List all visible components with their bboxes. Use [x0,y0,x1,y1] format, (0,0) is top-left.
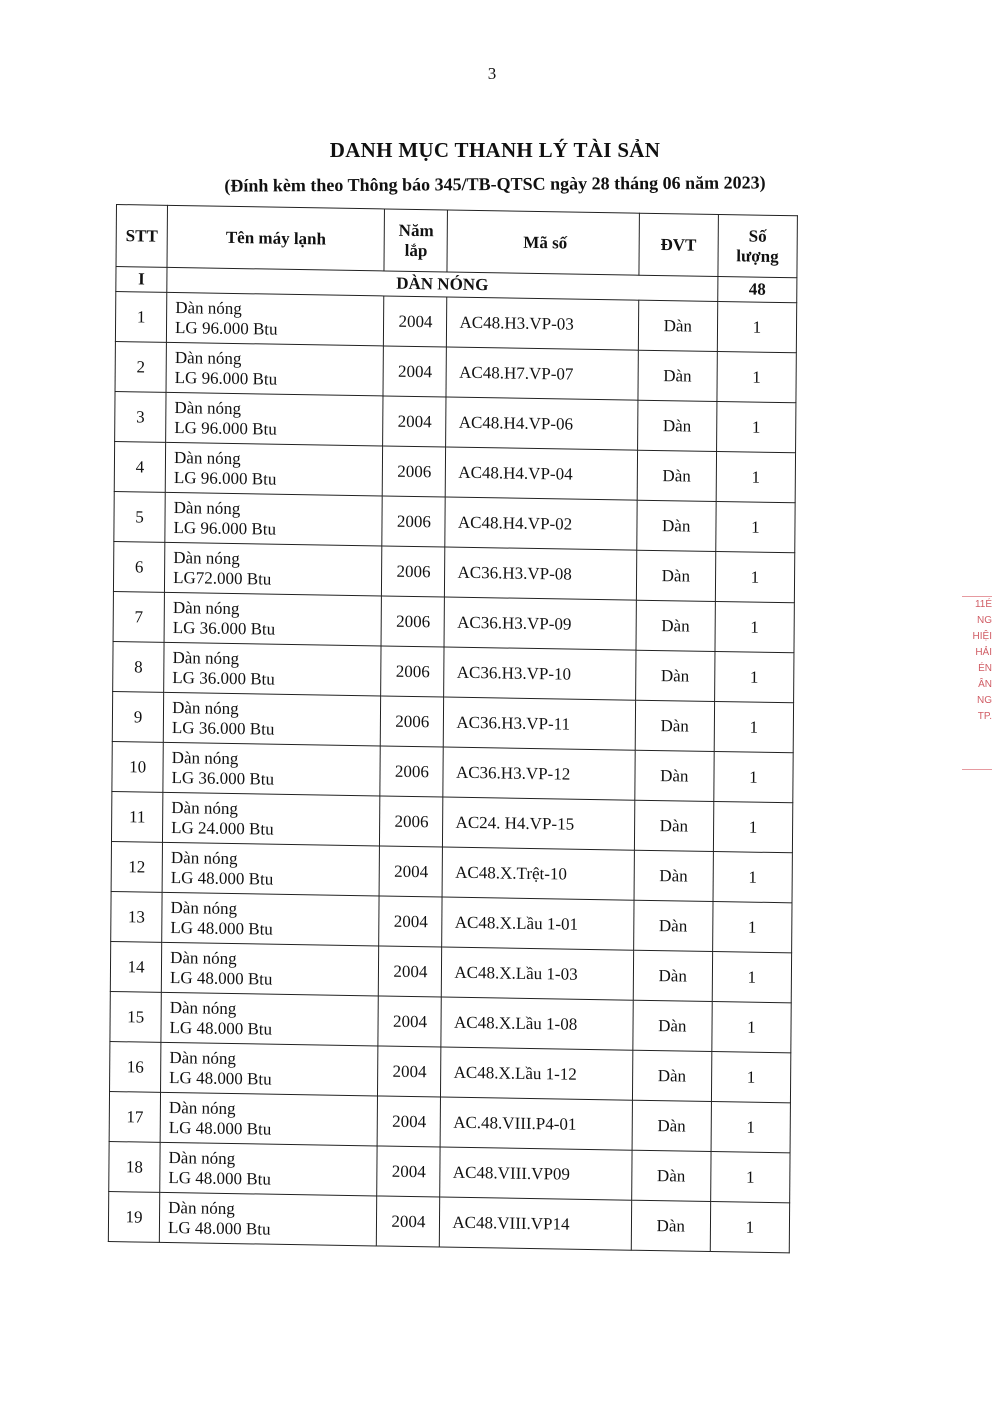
cell-code: AC48.H4.VP-04 [446,447,638,500]
cell-unit: Dàn [636,550,715,601]
cell-code: AC48.VIII.VP09 [440,1147,632,1200]
stamp-text-fragment: ÂN [978,679,992,690]
cell-qty: 1 [711,1051,791,1102]
cell-stt: 19 [108,1192,159,1243]
cell-model-line: LG 48.000 Btu [167,1217,271,1239]
cell-qty: 1 [710,1201,790,1252]
cell-stt: 9 [112,692,163,743]
cell-qty: 1 [716,501,796,552]
cell-qty: 1 [712,1001,792,1052]
cell-stt: 1 [115,292,166,343]
cell-unit: Dàn [636,600,715,651]
document-subtitle: (Đính kèm theo Thông báo 345/TB-QTSC ngày 28 tháng 06 năm 2023) [224,172,766,196]
cell-model-line: LG 36.000 Btu [171,767,275,789]
cell-name [162,892,380,946]
cell-name-line: Dàn nóng [173,447,241,469]
cell-unit: Dàn [632,1100,711,1151]
cell-year: 2006 [381,696,444,747]
header-code: Mã số [447,210,639,275]
cell-name [161,942,379,996]
cell-name-line: Dàn nóng [172,697,239,719]
cell-stt: 10 [112,742,163,793]
cell-qty: 1 [717,351,797,402]
cell-code: AC36.H3.VP-10 [444,647,636,700]
cell-name-line: Dàn nóng [172,597,240,619]
cell-model-line: LG 48.000 Btu [168,1117,272,1139]
cell-name [165,542,383,596]
red-stamp-fragment [962,596,992,770]
cell-name-line: Dàn nóng [171,797,238,819]
cell-unit: Dàn [633,950,712,1001]
cell-qty: 1 [711,1101,791,1152]
cell-year: 2004 [379,946,442,997]
cell-year: 2004 [379,846,442,897]
cell-stt: 5 [114,492,165,543]
cell-year: 2004 [377,1146,440,1197]
stamp-text-fragment: TP. [977,711,992,722]
cell-name [161,1042,379,1096]
cell-stt: 7 [113,592,164,643]
cell-code: AC48.X.Lầu 1-08 [441,997,633,1050]
cell-name-line: Dàn nóng [170,947,237,969]
cell-code: AC48.X.Lầu 1-12 [441,1047,633,1100]
cell-model-line: LG 96.000 Btu [174,417,277,439]
header-unit: ĐVT [639,213,719,276]
cell-name [160,1092,378,1146]
cell-unit: Dàn [638,300,717,351]
cell-code: AC36.H3.VP-12 [443,747,635,800]
cell-unit: Dàn [637,400,716,451]
cell-model-line: LG 96.000 Btu [175,317,278,339]
cell-model-line: LG 48.000 Btu [169,1067,272,1089]
cell-year: 2006 [380,746,443,797]
cell-unit: Dàn [632,1050,711,1101]
cell-code: AC48.VIII.VP14 [440,1197,632,1250]
cell-model-line: LG72.000 Btu [173,567,272,589]
cell-name-line: Dàn nóng [170,847,238,869]
cell-qty: 1 [710,1151,790,1202]
cell-unit: Dàn [631,1150,710,1201]
stamp-text-fragment: NG [977,615,992,626]
cell-qty: 1 [717,301,797,352]
page-number: 3 [487,64,497,83]
cell-year: 2004 [383,396,446,447]
cell-unit: Dàn [636,500,715,551]
cell-name [164,592,382,646]
cell-qty: 1 [714,751,794,802]
cell-stt: 12 [111,842,162,893]
cell-name [166,292,384,346]
cell-name-line: Dàn nóng [169,1047,237,1069]
cell-qty: 1 [716,401,796,452]
stamp-text-fragment: HIỆI [972,631,992,642]
cell-unit: Dàn [633,900,712,951]
cell-unit: Dàn [635,650,714,701]
cell-unit: Dàn [634,850,713,901]
document-title: DANH MỤC THANH LÝ TÀI SẢN [329,138,661,162]
cell-qty: 1 [713,801,793,852]
cell-code: AC24. H4.VP-15 [443,797,635,850]
cell-name [166,392,384,446]
cell-year: 2004 [384,296,447,347]
cell-code: AC48.H7.VP-07 [446,347,638,400]
cell-code: AC36.H3.VP-11 [444,697,636,750]
cell-name-line: Dàn nóng [169,997,237,1019]
cell-name [164,642,382,696]
cell-stt: 6 [113,542,164,593]
cell-name [161,992,379,1046]
cell-code: AC48.H4.VP-02 [445,497,637,550]
cell-stt: 8 [113,642,164,693]
cell-qty: 1 [715,551,795,602]
header-name: Tên máy lạnh [167,205,385,271]
cell-model-line: LG 96.000 Btu [173,517,277,539]
cell-name [162,842,380,896]
cell-name [163,692,381,746]
cell-stt: 15 [110,992,161,1043]
cell-name-line: Dàn nóng [170,897,238,919]
cell-stt: 18 [109,1142,160,1193]
cell-unit: Dàn [633,1000,712,1051]
cell-model-line: LG 96.000 Btu [173,467,277,489]
cell-qty: 1 [714,701,794,752]
cell-name-line: Dàn nóng [174,397,242,419]
cell-model-line: LG 36.000 Btu [172,667,275,689]
cell-stt: 17 [109,1092,160,1143]
stamp-text-fragment: HẢI [975,647,992,658]
cell-model-line: LG 48.000 Btu [170,867,274,889]
cell-unit: Dàn [631,1200,710,1251]
cell-qty: 1 [715,601,795,652]
cell-year: 2006 [382,496,445,547]
cell-year: 2004 [379,896,442,947]
cell-name-line: Dàn nóng [173,497,241,519]
cell-name [166,342,384,396]
cell-year: 2004 [378,996,441,1047]
cell-name-line: Dàn nóng [174,347,242,369]
asset-table-container [108,204,806,1253]
cell-name-line: Dàn nóng [173,547,240,569]
cell-code: AC48.X.Lầu 1-01 [442,897,634,950]
cell-year: 2004 [383,346,446,397]
cell-code: AC.48.VIII.P4-01 [441,1097,633,1150]
cell-year: 2006 [380,796,443,847]
cell-qty: 1 [713,851,793,902]
cell-name-line: Dàn nóng [168,1097,236,1119]
asset-table [108,204,798,1253]
section-total: 48 [718,276,797,302]
cell-model-line: LG 48.000 Btu [169,1017,273,1039]
cell-qty: 1 [714,651,794,702]
cell-stt: 2 [115,342,166,393]
cell-model-line: LG 48.000 Btu [169,967,273,989]
cell-name [163,792,381,846]
cell-stt: 16 [110,1042,161,1093]
cell-model-line: LG 48.000 Btu [168,1167,271,1189]
cell-name [163,742,381,796]
header-stt: STT [116,205,168,268]
cell-stt: 11 [111,792,162,843]
cell-name-line: Dàn nóng [168,1147,236,1169]
cell-code: AC48.H4.VP-06 [446,397,638,450]
table-row [108,1192,789,1253]
cell-name [159,1192,377,1246]
cell-unit: Dàn [638,350,717,401]
cell-name-line: Dàn nóng [168,1197,235,1219]
cell-code: AC48.X.Trệt-10 [443,847,635,900]
cell-unit: Dàn [637,450,716,501]
cell-name [165,492,383,546]
stamp-text-fragment: 11É [974,599,992,610]
table-header-row [116,205,797,278]
cell-name-line: Dàn nóng [175,297,242,319]
cell-code: AC48.H3.VP-03 [447,297,639,350]
cell-stt: 3 [115,392,166,443]
cell-year: 2004 [377,1196,440,1247]
cell-unit: Dàn [635,700,714,751]
cell-year: 2006 [381,596,444,647]
cell-qty: 1 [712,901,792,952]
cell-code: AC36.H3.VP-08 [445,547,637,600]
cell-year: 2006 [383,446,446,497]
cell-name [165,442,383,496]
cell-name [160,1142,378,1196]
cell-model-line: LG 48.000 Btu [170,917,273,939]
cell-stt: 13 [111,892,162,943]
cell-unit: Dàn [634,800,713,851]
stamp-text-fragment: NG [977,695,992,706]
cell-model-line: LG 36.000 Btu [172,617,276,639]
cell-qty: 1 [712,951,792,1002]
section-roman: I [116,267,167,293]
cell-qty: 1 [716,451,796,502]
cell-year: 2006 [382,546,445,597]
section-label: DÀN NÓNG [167,267,718,301]
cell-stt: 4 [114,442,165,493]
cell-stt: 14 [110,942,161,993]
cell-year: 2004 [377,1096,440,1147]
header-year: Năm lắp [384,209,448,272]
cell-name-line: Dàn nóng [172,647,240,669]
cell-model-line: LG 36.000 Btu [171,717,275,739]
cell-year: 2004 [378,1046,441,1097]
cell-model-line: LG 96.000 Btu [174,367,278,389]
cell-unit: Dàn [635,750,714,801]
stamp-text-fragment: ÉN [978,663,992,674]
cell-code: AC48.X.Lầu 1-03 [442,947,634,1000]
cell-model-line: LG 24.000 Btu [171,817,274,839]
header-qty: Số lượng [718,214,798,277]
cell-name-line: Dàn nóng [171,747,239,769]
cell-code: AC36.H3.VP-09 [444,597,636,650]
cell-year: 2006 [381,646,444,697]
